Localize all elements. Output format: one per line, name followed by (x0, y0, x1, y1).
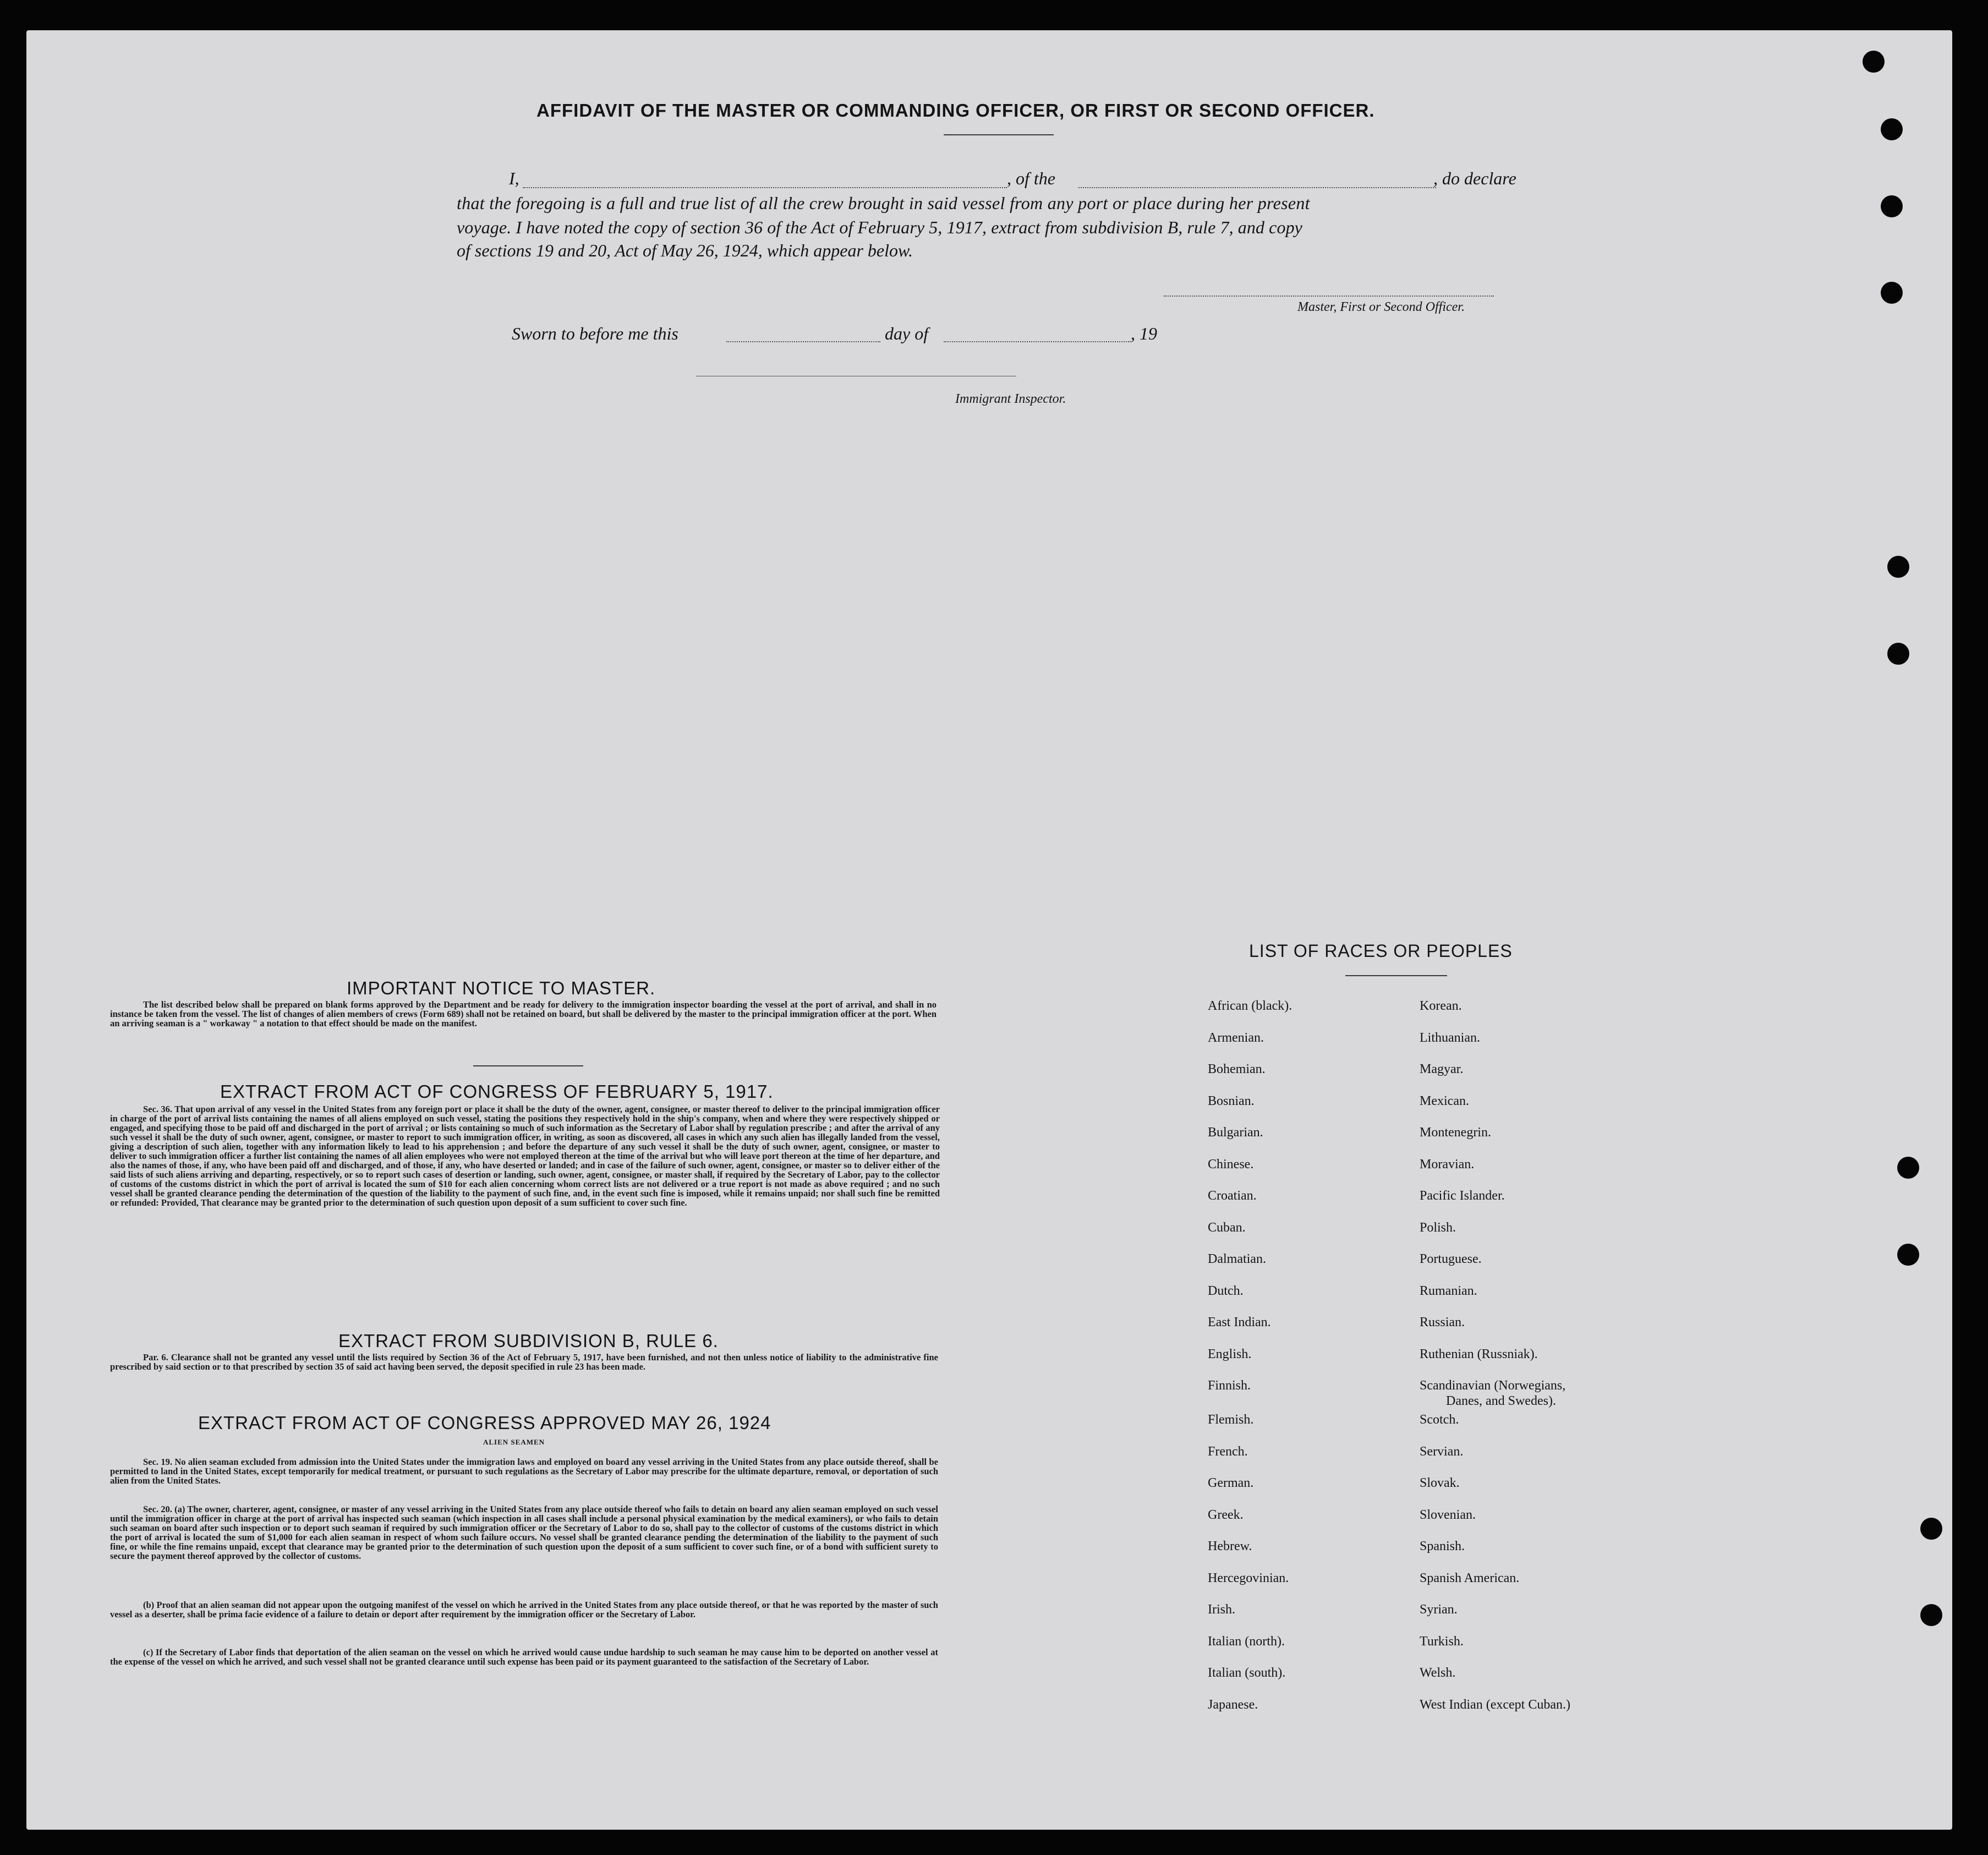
binder-hole (1881, 195, 1903, 217)
section-20b: (b) Proof that an alien seaman did not appear upon the outgoing manifest of the vessel on which he arrived in the United States from any place outside thereof, or that he was reported by the master of such vessel as a deserter, shall be prima facie evidence of a failure to detain or deport after requirement by the immigration officer or the Secretary of Labor. (110, 1600, 938, 1619)
affidavit-line-3: voyage. I have noted the copy of section 36 of the Act of February 5, 1917, extract from subdivision B, rule 7, and copy (457, 217, 1302, 237)
binder-hole (1863, 51, 1885, 73)
left-race-item: English. (1208, 1347, 1252, 1361)
do-declare-label: , do declare (1433, 168, 1516, 188)
extract-1924-title: EXTRACT FROM ACT OF CONGRESS APPROVED MAY 26, 1924 (198, 1413, 771, 1433)
binder-hole (1887, 643, 1909, 665)
left-race-item: Armenian. (1208, 1030, 1264, 1045)
right-race-item: Slovak. (1420, 1476, 1460, 1490)
sworn-month-field[interactable] (944, 341, 1131, 342)
affidavit-title: AFFIDAVIT OF THE MASTER OR COMMANDING OFFICER, OR FIRST OR SECOND OFFICER. (536, 100, 1375, 121)
left-race-item: Chinese. (1208, 1157, 1254, 1172)
left-race-item: Irish. (1208, 1602, 1235, 1617)
left-race-item: Italian (south). (1208, 1666, 1286, 1680)
extract-1917-title: EXTRACT FROM ACT OF CONGRESS OF FEBRUARY 5, 1917. (220, 1081, 774, 1102)
notice-body: The list described below shall be prepared on blank forms approved by the Department and be ready for delivery to the immigration inspector boarding the vessel at the port of arrival, and shall in no instance be taken from the vessel. The list of changes of alien members of crews (Form 689) shall not be retained on board, but shall be delivered by the master to the principal immigration officer at the port. When an arriving seaman is a " workaway " a notation to that effect should be made on the manifest. (110, 999, 937, 1028)
left-race-item: Bulgarian. (1208, 1125, 1263, 1140)
right-race-item: Welsh. (1420, 1666, 1456, 1680)
notice-title: IMPORTANT NOTICE TO MASTER. (347, 978, 656, 998)
races-title: LIST OF RACES OR PEOPLES (1249, 941, 1513, 961)
left-race-item: Dalmatian. (1208, 1252, 1266, 1266)
right-race-item: Spanish. (1420, 1539, 1465, 1553)
right-race-item: West Indian (except Cuban.) (1420, 1697, 1570, 1712)
right-race-item: Servian. (1420, 1444, 1464, 1459)
right-race-item: Polish. (1420, 1220, 1456, 1235)
right-race-item: Mexican. (1420, 1093, 1469, 1108)
sworn-label: Sworn to before me this (512, 324, 678, 343)
right-race-item: Korean. (1420, 999, 1462, 1013)
section-19: Sec. 19. No alien seaman excluded from admission into the United States under the immigration laws and employed on board any vessel arriving in the United States from any place outside thereof, shall be permitted to land in the United States, except temporarily for medical treatment, or pursuant to such regulations as the Secretary of Labor may prescribe for the ultimate departure, removal, or deportation of such alien from the United States. (110, 1457, 938, 1486)
subdivision-body: Par. 6. Clearance shall not be granted any vessel until the lists required by Section 36 of the Act of February 5, 1917, have been furnished, and not then unless notice of liability to the administrative fine prescribed by said section or to that prescribed by section 35 of said act having been served, the deposit specified in rule 23 has been made. (110, 1352, 938, 1372)
left-race-item: Greek. (1208, 1507, 1244, 1522)
binder-hole (1920, 1518, 1942, 1540)
left-race-item: African (black). (1208, 999, 1293, 1013)
races-title-underline (1345, 975, 1447, 976)
right-race-item: Montenegrin. (1420, 1125, 1491, 1140)
right-race-item: Spanish American. (1420, 1571, 1520, 1585)
affiant-name-field[interactable] (523, 187, 1007, 188)
right-race-item: Scotch. (1420, 1413, 1459, 1427)
right-race-item: Portuguese. (1420, 1252, 1482, 1266)
left-race-item: Hebrew. (1208, 1539, 1252, 1553)
inspector-signature-label: Immigrant Inspector. (955, 392, 1066, 406)
section-20a: Sec. 20. (a) The owner, charterer, agent, consignee, or master of any vessel arriving in the United States from any place outside thereof who fails to detain on board any alien seaman employed on such vessel until the immigration officer in charge at the port of arrival has inspected such seaman (which inspection in all cases shall include a personal physical examination by the medical examiners), or who fails to detain such seaman on board after such inspection or to deport such seaman if required by such immigration officer or the Secretary of Labor to do so, shall pay to the collector of customs of the customs district in which the port of arrival is located the sum of $1,000 for each alien seaman in respect of whom such failure occurs. No vessel shall be granted clearance pending the determination of the liability to the payment of such fine, or while the fine remains unpaid, except that clearance may be granted prior to the determination of such question upon the deposit of a sum sufficient to cover such fine, or of a bond with sufficient surety to secure the payment thereof approved by the collector of customs. (110, 1504, 938, 1561)
year-label: , 19 (1131, 324, 1157, 343)
affidavit-line-2: that the foregoing is a full and true list of all the crew brought in said vessel from any port or place during her present (457, 193, 1310, 213)
left-race-item: Italian (north). (1208, 1634, 1285, 1649)
left-race-item: Croatian. (1208, 1189, 1257, 1203)
right-race-item: Russian. (1420, 1315, 1465, 1329)
day-of-label: day of (885, 324, 929, 343)
right-race-item: Scandinavian (Norwegians, (1420, 1378, 1566, 1393)
notice-divider (473, 1065, 583, 1066)
binder-hole (1897, 1244, 1919, 1266)
extract-1917-body: Sec. 36. That upon arrival of any vessel in the United States from any foreign port or place it shall be the duty of the owner, agent, consignee, or master thereof to deliver to the principal immigration officer in charge of the port of arrival lists containing the names of all aliens employed on such vessel, stating the positions they respectively hold in the ship's company, when and where they were respectively shipped or engaged, and specifying those to be paid off and discharged in the port of arrival ; or lists containing so much of such information as the Secretary of Labor shall by regulation prescribe ; and after the arrival of any such vessel it shall be the duty of such owner, agent, consignee, or master to report to such immigration officer, in writing, as soon as discovered, all cases in which any such alien has illegally landed from the vessel, giving a description of such alien, together with any information likely to lead to his apprehension ; and before the departure of any such vessel it shall be the duty of such owner, agent, consignee, or master to deliver to such immigration officer a further list containing the names of all alien employees who were not employed thereon at the time of the arrival but who will leave port thereon at the time of her departure, and also the names of those, if any, who have been paid off and discharged, and of those, if any, who have deserted or landed; and in case of the failure of such owner, agent, consignee, or master so to deliver either of the said lists of such aliens arriving and departing, respectively, or so to report such cases of desertion or landing, such owner, agent, consignee, or master shall, if required by the Secretary of Labor, pay to the collector of customs of the customs district in which the port of arrival is located the sum of $10 for each alien concerning whom correct lists are not delivered or a true report is not made as above required ; and no such vessel shall be granted clearance pending the determination of the question of the liability to the payment of such fine, and, in the event such fine is imposed, while it remains unpaid; nor shall such fine be remitted or refunded: Provided, That clearance may be granted prior to the determination of such question upon deposit of a sum sufficient to cover such fine. (110, 1104, 940, 1208)
right-race-item: Lithuanian. (1420, 1030, 1480, 1045)
binder-hole (1920, 1604, 1942, 1626)
right-race-item: Slovenian. (1420, 1507, 1476, 1522)
right-race-item: Ruthenian (Russniak). (1420, 1347, 1538, 1361)
race-continuation: Danes, and Swedes). (1446, 1394, 1556, 1408)
left-race-item: Japanese. (1208, 1697, 1258, 1712)
right-race-item: Pacific Islander. (1420, 1189, 1505, 1203)
left-race-item: Flemish. (1208, 1413, 1254, 1427)
left-race-item: German. (1208, 1476, 1254, 1490)
alien-seamen-subtitle: ALIEN SEAMEN (483, 1438, 545, 1446)
right-race-item: Turkish. (1420, 1634, 1464, 1649)
right-race-item: Magyar. (1420, 1062, 1464, 1076)
master-signature-label: Master, First or Second Officer. (1297, 300, 1465, 314)
sworn-day-field[interactable] (726, 341, 880, 342)
left-race-item: Cuban. (1208, 1220, 1246, 1235)
of-the-label: , of the (1007, 168, 1055, 188)
binder-hole (1897, 1157, 1919, 1179)
title-underline (944, 134, 1054, 135)
binder-hole (1881, 118, 1903, 140)
subdivision-title: EXTRACT FROM SUBDIVISION B, RULE 6. (338, 1331, 719, 1351)
left-race-item: French. (1208, 1444, 1248, 1459)
binder-hole (1881, 282, 1903, 304)
vessel-name-field[interactable] (1078, 187, 1436, 188)
binder-hole (1887, 556, 1909, 578)
right-race-item: Moravian. (1420, 1157, 1475, 1172)
left-race-item: Bosnian. (1208, 1093, 1255, 1108)
master-signature-field[interactable] (1164, 296, 1494, 297)
right-race-item: Syrian. (1420, 1602, 1458, 1617)
affidavit-line-4: of sections 19 and 20, Act of May 26, 1924, which appear below. (457, 240, 913, 260)
section-20c: (c) If the Secretary of Labor finds that deportation of the alien seaman on the vessel on which he arrived would cause undue hardship to such seaman he may cause him to be deported on another vessel at the expense of the vessel on which he arrived, and such vessel shall not be granted clearance until such expense has been paid or its payment guaranteed to the satisfaction of the Secretary of Labor. (110, 1647, 938, 1667)
left-race-item: Hercegovinian. (1208, 1571, 1289, 1585)
left-race-item: Finnish. (1208, 1378, 1251, 1393)
right-race-item: Rumanian. (1420, 1283, 1477, 1298)
left-race-item: East Indian. (1208, 1315, 1271, 1329)
left-race-item: Bohemian. (1208, 1062, 1266, 1076)
left-race-item: Dutch. (1208, 1283, 1244, 1298)
affiant-label: I, (509, 168, 519, 188)
